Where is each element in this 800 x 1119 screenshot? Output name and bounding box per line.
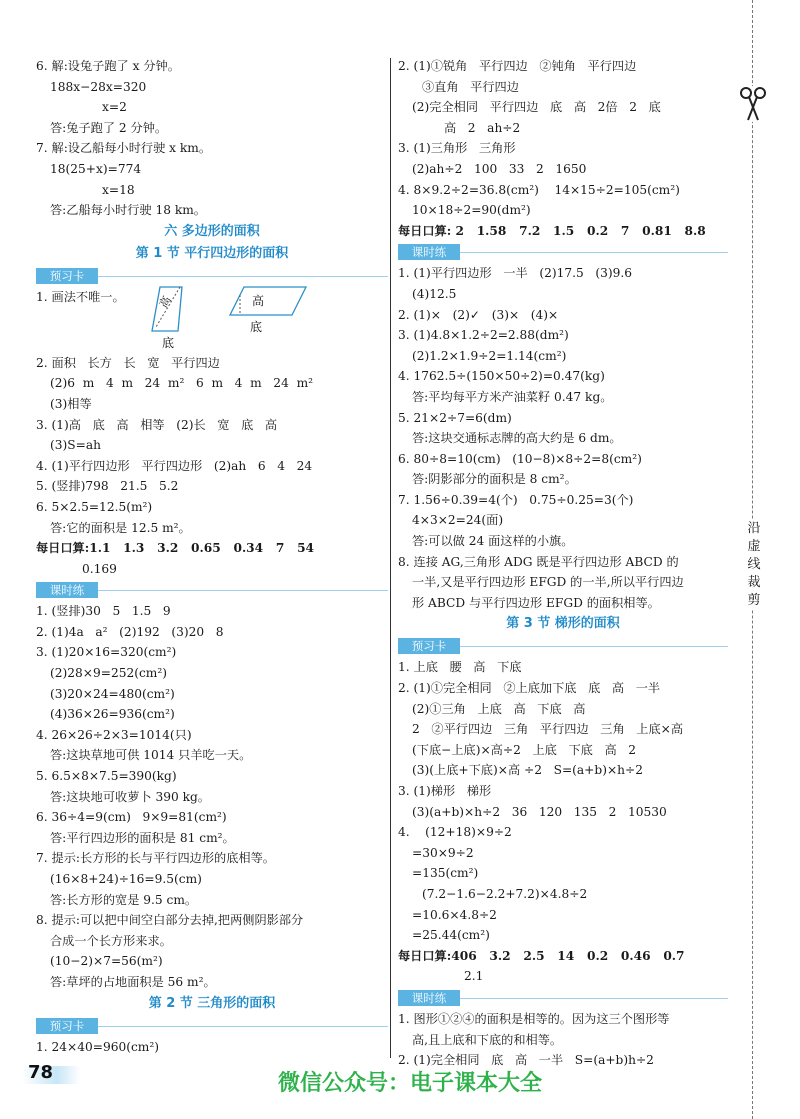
column-divider (390, 58, 391, 1058)
answer-line: 形 ABCD 与平行四边形 EFGD 的面积相等。 (412, 595, 660, 610)
fig-left-base-label: 底 (162, 335, 175, 349)
answer-line: 4. (12+18)×9÷2 (398, 825, 512, 840)
answer-line: 高 2 ah÷2 (444, 120, 521, 135)
answer-line: 2.1 (464, 969, 484, 984)
section-heading: 六 多边形的面积 (164, 223, 260, 239)
daily-mental-math-line: 每日口算: 2 1.58 7.2 1.5 0.2 7 0.81 8.8 (398, 223, 706, 238)
answer-line: 2. (1)①锐角 平行四边 ②钝角 平行四边 (398, 59, 637, 73)
section-tag-bar (36, 267, 388, 285)
answer-line: 3. (1)20×16=320(cm²) (36, 645, 177, 660)
answer-line: (7.2−1.6−2.2+7.2)×4.8÷2 (422, 886, 588, 901)
answer-line: =10.6×4.8÷2 (412, 907, 497, 922)
answer-line: 4×3×2=24(面) (412, 513, 504, 528)
section-heading: 第 2 节 三角形的面积 (148, 995, 276, 1011)
answer-line: (2)ah÷2 100 33 2 1650 (412, 161, 587, 176)
section-heading: 第 1 节 平行四边形的面积 (135, 245, 289, 261)
answer-line: (3)20×24=480(cm²) (50, 686, 175, 701)
tag-rule (98, 590, 388, 591)
tag-rule (98, 1026, 388, 1027)
right-column (398, 56, 728, 1071)
answer-line: (2)完全相同 平行四边 底 高 2倍 2 底 (412, 100, 661, 115)
answer-line: (3)(上底+下底)×高 ÷2 S=(a+b)×h÷2 (412, 763, 643, 778)
answer-line: 5. (竖排)798 21.5 5.2 (36, 479, 179, 494)
cut-label-char: 线 (747, 557, 761, 572)
cut-label-char: 剪 (747, 593, 761, 608)
answer-line: 答:阴影部分的面积是 8 cm²。 (412, 472, 577, 487)
answer-line: 答:平行四边形的面积是 81 cm²。 (50, 830, 235, 845)
answer-line: 1. (1)平行四边形 一半 (2)17.5 (3)9.6 (398, 266, 632, 281)
answer-line: 2. (1)× (2)✓ (3)× (4)× (398, 307, 559, 322)
tag-rule (98, 276, 388, 277)
answer-line: (10−2)×7=56(m²) (50, 954, 163, 969)
fig-right-height-label: 高 (252, 293, 265, 308)
tag-rule (460, 252, 728, 253)
answer-line: 5. 6.5×8×7.5=390(kg) (36, 769, 177, 784)
section-tag-bar (36, 581, 388, 599)
answer-line: (2)6 m 4 m 24 m² 6 m 4 m 24 m² (50, 376, 314, 391)
fig-right-base-label: 底 (250, 319, 263, 334)
answer-line: 答:草坪的占地面积是 56 m²。 (50, 974, 216, 989)
answer-line: 2. (1)4a a² (2)192 (3)20 8 (36, 624, 224, 639)
answer-line: 4. (1)平行四边形 平行四边形 (2)ah 6 4 24 (36, 458, 313, 473)
answer-line: 答:可以做 24 面这样的小旗。 (412, 534, 574, 549)
answer-line: 5. 21×2÷7=6(dm) (398, 410, 512, 425)
answer-line: =135(cm²) (412, 866, 479, 881)
answer-line: 1. (竖排)30 5 1.5 9 (36, 604, 171, 619)
section-tag-lesson: 课时练 (398, 990, 460, 1006)
answer-line: 3. (1)高 底 高 相等 (2)长 宽 底 高 (36, 417, 278, 432)
parallelogram-figures (148, 285, 318, 349)
answer-line: (2)28×9=252(cm²) (50, 666, 167, 681)
answer-line: 2. (1)完全相同 底 高 一半 S=(a+b)h÷2 (398, 1053, 654, 1068)
answer-line: 2. 面积 长方 长 宽 平行四边 (36, 355, 220, 370)
answer-line: 4. 26×26÷2×3=1014(只) (36, 727, 192, 742)
answer-line: 4. 1762.5÷(150×50÷2)=0.47(kg) (398, 369, 605, 384)
answer-line: 1. 图形①②④的面积是相等的。因为这三个图形等 (398, 1011, 670, 1026)
answer-line: 8. 提示:可以把中间空白部分去掉,把两侧阴影部分 (36, 913, 304, 928)
answer-line: 8. 连接 AG,三角形 ADG 既是平行四边形 ABCD 的 (398, 554, 679, 569)
answer-line: 1. 上底 腰 高 下底 (398, 660, 522, 675)
cut-along-line-label (744, 520, 764, 610)
answer-line: 答:乙船每小时行驶 18 km。 (50, 203, 206, 218)
section-tag-bar (398, 637, 728, 655)
answer-line: 2. (1)①完全相同 ②上底加下底 底 高 一半 (398, 681, 661, 696)
answer-line: 答:这块草地可供 1014 只羊吃一天。 (50, 748, 252, 763)
section-tag-preview: 预习卡 (398, 638, 460, 654)
answer-line: 答:它的面积是 12.5 m²。 (50, 520, 191, 535)
tag-rule (460, 998, 728, 999)
answer-line: 7. 提示:长方形的长与平行四边形的底相等。 (36, 851, 275, 866)
answer-line: 1. 画法不唯一。 (36, 289, 125, 304)
answer-line: x=2 (102, 100, 127, 115)
answer-line: 答:平均每平方米产油菜籽 0.47 kg。 (412, 389, 613, 404)
answer-line: (4)12.5 (412, 286, 457, 301)
left-column (36, 56, 388, 1057)
daily-mental-math-line: 每日口算:1.1 1.3 3.2 0.65 0.34 7 54 (36, 541, 315, 556)
daily-mental-math-line: 每日口算:406 3.2 2.5 14 0.2 0.46 0.7 (398, 948, 685, 963)
answer-line: 3. (1)4.8×1.2÷2=2.88(dm²) (398, 328, 569, 343)
answer-line: (3)(a+b)×h÷2 36 120 135 2 10530 (412, 804, 667, 819)
answer-line-with-figure (36, 287, 388, 353)
answer-line: 7. 解:设乙船每小时行驶 x km。 (36, 141, 212, 156)
answer-line: =25.44(cm²) (412, 928, 490, 943)
answer-line: (3)相等 (50, 396, 92, 411)
fig-left-height-label: 高 (156, 293, 174, 310)
answer-line: 高,且上底和下底的和相等。 (412, 1032, 563, 1047)
answer-line: x=18 (102, 182, 135, 197)
watermark: 微信公众号：电子课本大全 (277, 1071, 542, 1096)
answer-line: (2)①三角 上底 高 下底 高 (412, 701, 586, 716)
section-tag-preview: 预习卡 (36, 268, 98, 284)
answer-line: 3. (1)三角形 三角形 (398, 141, 516, 156)
answer-line: (4)36×26=936(cm²) (50, 707, 175, 722)
cut-label-char: 沿 (747, 521, 761, 536)
answer-line: 一半,又是平行四边形 EFGD 的一半,所以平行四边 (412, 575, 684, 590)
answer-line: 6. 36÷4=9(cm) 9×9=81(cm²) (36, 810, 227, 825)
section-heading: 第 3 节 梯形的面积 (506, 616, 620, 632)
answer-line: =30×9÷2 (412, 845, 474, 860)
answer-line: 答:长方形的宽是 9.5 cm。 (50, 892, 198, 907)
answer-line: ③直角 平行四边 (422, 79, 519, 94)
section-tag-bar (36, 1017, 388, 1035)
section-tag-lesson: 课时练 (398, 244, 460, 260)
answer-line: 6. 5×2.5=12.5(m²) (36, 499, 153, 514)
answer-line: 6. 80÷8=10(cm) (10−8)×8÷2=8(cm²) (398, 451, 642, 466)
answer-line: 0.169 (82, 561, 117, 576)
cut-label-char: 虚 (747, 539, 761, 554)
answer-line: 合成一个长方形来求。 (50, 933, 172, 948)
cut-label-char: 裁 (747, 575, 761, 590)
answer-line: 7. 1.56÷0.39=4(个) 0.75÷0.25=3(个) (398, 492, 634, 507)
answer-line: (下底−上底)×高÷2 上底 下底 高 2 (412, 742, 637, 757)
answer-line: 10×18÷2=90(dm²) (412, 203, 531, 218)
answer-line: 1. 24×40=960(cm²) (36, 1039, 159, 1054)
section-tag-preview: 预习卡 (36, 1018, 98, 1034)
answer-line: 答:兔子跑了 2 分钟。 (50, 120, 168, 135)
answer-line: 18(25+x)=774 (50, 161, 142, 176)
answer-line: 4. 8×9.2÷2=36.8(cm²) 14×15÷2=105(cm²) (398, 182, 680, 197)
answer-line: 答:这块交通标志牌的高大约是 6 dm。 (412, 431, 622, 446)
answer-line: (16×8+24)÷16=9.5(cm) (50, 872, 202, 886)
page-number-text: 78 (28, 1062, 54, 1083)
answer-line: 6. 解:设兔子跑了 x 分钟。 (36, 59, 180, 73)
tag-rule (460, 646, 728, 647)
section-tag-bar (398, 989, 728, 1007)
section-tag-lesson: 课时练 (36, 582, 98, 598)
answer-line: (2)1.2×1.9÷2=1.14(cm²) (412, 348, 567, 363)
page-number (28, 1062, 88, 1086)
answer-line: 2 ②平行四边 三角 平行四边 三角 上底×高 (412, 722, 684, 737)
scissors-icon (738, 86, 768, 122)
section-tag-bar (398, 243, 728, 261)
answer-line: 答:这块地可收萝卜 390 kg。 (50, 789, 210, 804)
answer-line: (3)S=ah (50, 438, 101, 453)
answer-line: 188x−28x=320 (50, 79, 147, 94)
answer-line: 3. (1)梯形 梯形 (398, 784, 492, 798)
